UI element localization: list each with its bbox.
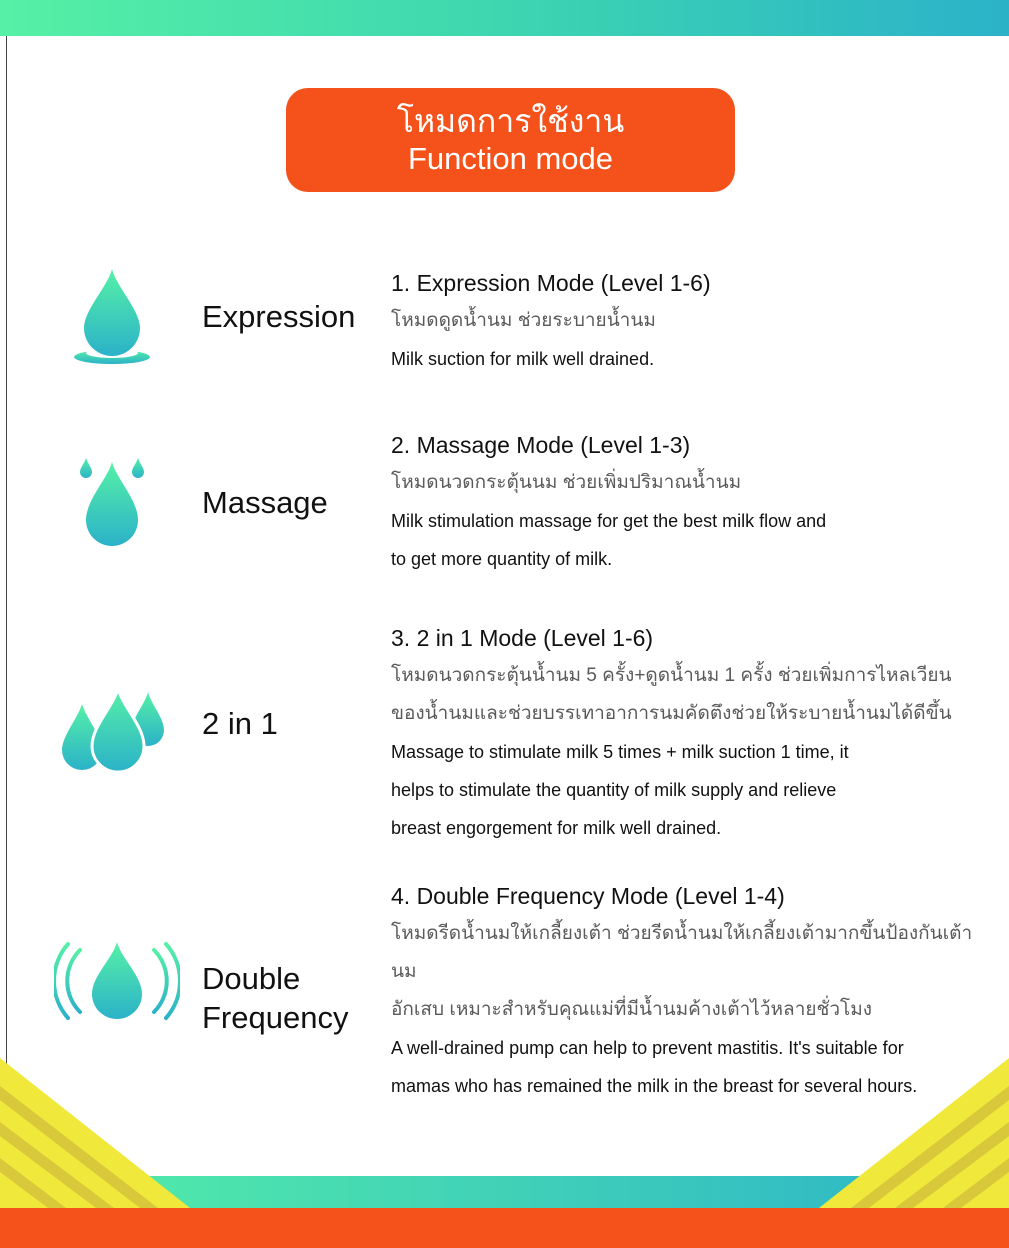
mode-description-expression [391, 268, 991, 378]
function-mode-header [286, 88, 735, 192]
mode-thai-line: โหมดนวดกระตุ้นน้ำนม 5 ครั้ง+ดูดน้ำนม 1 ครั้ง ช่วยเพิ่มการไหลเวียน [391, 665, 952, 686]
mode-english-line: Milk stimulation massage for get the best milk flow and [391, 511, 827, 531]
three-drops-icon [58, 686, 168, 782]
mode-english-line: A well-drained pump can help to prevent mastitis. It's suitable for [391, 1038, 904, 1058]
mode-title: 3. 2 in 1 Mode (Level 1-6) [391, 625, 654, 651]
footer-decoration [0, 1050, 1009, 1248]
mode-name-2in1: 2 in 1 [202, 706, 278, 741]
single-drop-icon [68, 266, 156, 370]
mode-english-line: to get more quantity of milk. [391, 549, 613, 569]
mode-name-line: Double [202, 961, 301, 996]
mode-english-line: breast engorgement for milk well drained. [391, 818, 722, 838]
header-title-english: Function mode [407, 141, 614, 176]
mode-title: 1. Expression Mode (Level 1-6) [391, 270, 711, 296]
mode-english-line: mamas who has remained the milk in the breast for several hours. [391, 1076, 918, 1096]
mode-description-massage [391, 430, 991, 578]
massage-drops-icon [74, 456, 150, 550]
mode-english-line: helps to stimulate the quantity of milk supply and relieve [391, 780, 837, 800]
mode-english-line: Massage to stimulate milk 5 times + milk suction 1 time, it [391, 742, 849, 762]
mode-name-line: Frequency [202, 1000, 349, 1035]
mode-english-line: Milk suction for milk well drained. [391, 349, 655, 369]
mode-title: 4. Double Frequency Mode (Level 1-4) [391, 883, 785, 909]
left-border-line [6, 36, 7, 1076]
mode-title: 2. Massage Mode (Level 1-3) [391, 432, 691, 458]
header-title-thai: โหมดการใช้งาน [396, 103, 625, 139]
mode-name-expression: Expression [202, 299, 356, 334]
mode-thai-line: โหมดรีดน้ำนมให้เกลี้ยงเต้า ช่วยรีดน้ำนมให้เกลี้ยงเต้ามากขึ้นป้องกันเต้านม [391, 923, 973, 982]
mode-thai-line: โหมดดูดน้ำนม ช่วยระบายน้ำนม [391, 310, 656, 331]
mode-description-2in1 [391, 623, 991, 847]
mode-thai-line: ของน้ำนมและช่วยบรรเทาอาการนมคัดตึงช่วยให้ระบายน้ำนมได้ดีขึ้น [391, 703, 952, 724]
mode-thai-line: โหมดนวดกระตุ้นนม ช่วยเพิ่มปริมาณน้ำนม [391, 472, 742, 493]
vibrating-drop-icon [54, 938, 180, 1024]
mode-thai-line: อักเสบ เหมาะสำหรับคุณแม่ที่มีน้ำนมค้างเต้าไว้หลายชั่วโมง [391, 999, 873, 1020]
mode-name-double-frequency [202, 959, 348, 1037]
top-gradient-bar [0, 0, 1009, 36]
mode-name-massage: Massage [202, 485, 328, 520]
